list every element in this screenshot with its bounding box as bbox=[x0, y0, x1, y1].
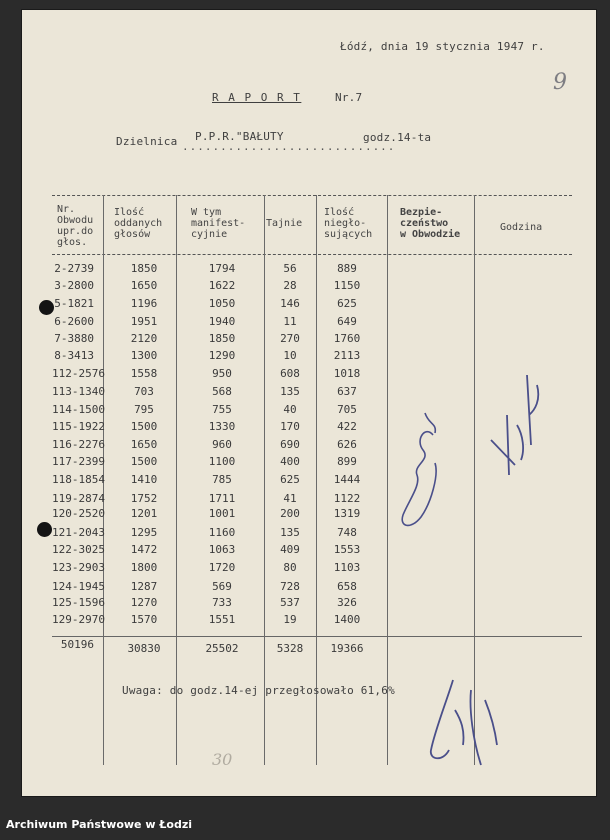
cell-votes-cast: 1300 bbox=[130, 349, 158, 362]
cell-open-votes: 1551 bbox=[208, 613, 236, 626]
punch-hole bbox=[37, 522, 52, 537]
cell-secret: 146 bbox=[280, 297, 300, 310]
column-divider bbox=[264, 195, 265, 765]
cell-non-voting: 1103 bbox=[333, 561, 361, 574]
punch-hole bbox=[39, 300, 54, 315]
column-divider bbox=[176, 195, 177, 765]
cell-votes-cast: 1800 bbox=[130, 561, 158, 574]
cell-secret: 537 bbox=[280, 596, 300, 609]
totals-rule bbox=[52, 636, 582, 637]
total-non-voting: 19366 bbox=[330, 642, 364, 655]
cell-district-no: 129-2970 bbox=[52, 613, 105, 626]
cell-district-no: 125-1596 bbox=[52, 596, 105, 609]
cell-open-votes: 1794 bbox=[208, 262, 236, 275]
cell-non-voting: 1018 bbox=[333, 367, 361, 380]
cell-votes-cast: 1287 bbox=[130, 580, 158, 593]
cell-secret: 135 bbox=[280, 526, 300, 539]
cell-district-no: 5-1821 bbox=[54, 297, 94, 310]
cell-non-voting: 326 bbox=[337, 596, 357, 609]
pencil-mark: 30 bbox=[212, 750, 233, 769]
cell-non-voting: 1319 bbox=[333, 507, 361, 520]
cell-votes-cast: 1570 bbox=[130, 613, 158, 626]
total-votes-cast: 30830 bbox=[127, 642, 161, 655]
cell-votes-cast: 795 bbox=[134, 403, 154, 416]
cell-secret: 200 bbox=[280, 507, 300, 520]
cell-secret: 11 bbox=[283, 315, 297, 328]
cell-district-no: 6-2600 bbox=[54, 315, 94, 328]
cell-non-voting: 626 bbox=[337, 438, 357, 451]
cell-secret: 400 bbox=[280, 455, 300, 468]
cell-votes-cast: 1650 bbox=[130, 279, 158, 292]
cell-votes-cast: 1295 bbox=[130, 526, 158, 539]
cell-open-votes: 1063 bbox=[208, 543, 236, 556]
district-name: P.P.R."BAŁUTY bbox=[195, 130, 284, 143]
cell-non-voting: 1444 bbox=[333, 473, 361, 486]
cell-non-voting: 889 bbox=[337, 262, 357, 275]
cell-secret: 41 bbox=[283, 492, 297, 505]
cell-non-voting: 649 bbox=[337, 315, 357, 328]
cell-open-votes: 1290 bbox=[208, 349, 236, 362]
cell-votes-cast: 1410 bbox=[130, 473, 158, 486]
cell-non-voting: 637 bbox=[337, 385, 357, 398]
cell-district-no: 2-2739 bbox=[54, 262, 94, 275]
cell-open-votes: 950 bbox=[212, 367, 232, 380]
cell-district-no: 121-2043 bbox=[52, 526, 105, 539]
cell-open-votes: 568 bbox=[212, 385, 232, 398]
district-label: Dzielnica bbox=[116, 135, 178, 148]
cell-votes-cast: 1650 bbox=[130, 438, 158, 451]
cell-district-no: 124-1945 bbox=[52, 580, 105, 593]
cell-district-no: 114-1500 bbox=[52, 403, 105, 416]
column-divider bbox=[387, 195, 388, 765]
cell-open-votes: 1711 bbox=[208, 492, 236, 505]
header-bottom-rule bbox=[52, 254, 572, 255]
cell-secret: 80 bbox=[283, 561, 297, 574]
cell-votes-cast: 1500 bbox=[130, 455, 158, 468]
cell-open-votes: 785 bbox=[212, 473, 232, 486]
cell-district-no: 8-3413 bbox=[54, 349, 94, 362]
header-secret: Tajnie bbox=[266, 218, 303, 229]
cell-votes-cast: 1472 bbox=[130, 543, 158, 556]
cell-secret: 28 bbox=[283, 279, 297, 292]
header-non-voting: Ilość niegło- sujących bbox=[324, 207, 373, 240]
cell-non-voting: 1760 bbox=[333, 332, 361, 345]
report-time: godz.14-ta bbox=[363, 131, 432, 144]
cell-district-no: 120-2520 bbox=[52, 507, 105, 520]
cell-secret: 170 bbox=[280, 420, 300, 433]
cell-open-votes: 1050 bbox=[208, 297, 236, 310]
cell-votes-cast: 1500 bbox=[130, 420, 158, 433]
cell-district-no: 115-1922 bbox=[52, 420, 105, 433]
cell-non-voting: 422 bbox=[337, 420, 357, 433]
cell-non-voting: 748 bbox=[337, 526, 357, 539]
cell-district-no: 122-3025 bbox=[52, 543, 105, 556]
cell-non-voting: 899 bbox=[337, 455, 357, 468]
cell-secret: 728 bbox=[280, 580, 300, 593]
cell-secret: 19 bbox=[283, 613, 297, 626]
total-open-votes: 25502 bbox=[205, 642, 239, 655]
cell-open-votes: 733 bbox=[212, 596, 232, 609]
cell-votes-cast: 1850 bbox=[130, 262, 158, 275]
column-divider bbox=[316, 195, 317, 765]
cell-secret: 690 bbox=[280, 438, 300, 451]
cell-votes-cast: 1951 bbox=[130, 315, 158, 328]
cell-non-voting: 1400 bbox=[333, 613, 361, 626]
archive-label: Archiwum Państwowe w Łodzi bbox=[6, 818, 193, 831]
cell-district-no: 7-3880 bbox=[54, 332, 94, 345]
table-top-rule bbox=[52, 195, 572, 196]
signature-time: 14 bbox=[525, 445, 527, 446]
cell-secret: 409 bbox=[280, 543, 300, 556]
cell-open-votes: 960 bbox=[212, 438, 232, 451]
cell-votes-cast: 1558 bbox=[130, 367, 158, 380]
cell-district-no: 112-2576 bbox=[52, 367, 105, 380]
header-open-votes: W tym manifest- cyjnie bbox=[191, 207, 246, 240]
final-signature bbox=[425, 670, 515, 770]
header-hour: Godzina bbox=[500, 222, 543, 233]
cell-district-no: 113-1340 bbox=[52, 385, 105, 398]
cell-open-votes: 1100 bbox=[208, 455, 236, 468]
note-text: Uwaga: do godz.14-ej przegłosowało 61,6% bbox=[122, 684, 395, 697]
cell-open-votes: 1330 bbox=[208, 420, 236, 433]
total-district: 50196 bbox=[60, 638, 94, 651]
cell-secret: 270 bbox=[280, 332, 300, 345]
page-mark: 9 bbox=[553, 70, 567, 95]
signature-security bbox=[395, 405, 455, 545]
cell-votes-cast: 703 bbox=[134, 385, 154, 398]
cell-district-no: 118-1854 bbox=[52, 473, 105, 486]
cell-district-no: 123-2903 bbox=[52, 561, 105, 574]
report-number: Nr.7 bbox=[335, 91, 363, 104]
cell-non-voting: 658 bbox=[337, 580, 357, 593]
total-secret: 5328 bbox=[276, 642, 304, 655]
cell-secret: 135 bbox=[280, 385, 300, 398]
header-votes-cast: Ilość oddanych głosów bbox=[114, 207, 163, 240]
cell-open-votes: 1160 bbox=[208, 526, 236, 539]
cell-non-voting: 1553 bbox=[333, 543, 361, 556]
cell-non-voting: 705 bbox=[337, 403, 357, 416]
cell-votes-cast: 1196 bbox=[130, 297, 158, 310]
cell-votes-cast: 2120 bbox=[130, 332, 158, 345]
cell-open-votes: 1001 bbox=[208, 507, 236, 520]
report-title: R A P O R T bbox=[212, 91, 302, 104]
cell-votes-cast: 1270 bbox=[130, 596, 158, 609]
cell-open-votes: 569 bbox=[212, 580, 232, 593]
cell-open-votes: 1850 bbox=[208, 332, 236, 345]
cell-open-votes: 1622 bbox=[208, 279, 236, 292]
cell-open-votes: 1940 bbox=[208, 315, 236, 328]
cell-open-votes: 1720 bbox=[208, 561, 236, 574]
cell-district-no: 117-2399 bbox=[52, 455, 105, 468]
cell-non-voting: 1150 bbox=[333, 279, 361, 292]
header-security: Bezpie- czeństwo w Obwodzie bbox=[400, 207, 461, 240]
cell-secret: 40 bbox=[283, 403, 297, 416]
cell-votes-cast: 1752 bbox=[130, 492, 158, 505]
cell-non-voting: 625 bbox=[337, 297, 357, 310]
cell-secret: 608 bbox=[280, 367, 300, 380]
cell-open-votes: 755 bbox=[212, 403, 232, 416]
cell-non-voting: 1122 bbox=[333, 492, 361, 505]
cell-secret: 10 bbox=[283, 349, 297, 362]
cell-district-no: 119-2874 bbox=[52, 492, 105, 505]
cell-non-voting: 2113 bbox=[333, 349, 361, 362]
cell-secret: 625 bbox=[280, 473, 300, 486]
dotted-line: ............................ bbox=[182, 140, 396, 153]
cell-district-no: 116-2276 bbox=[52, 438, 105, 451]
cell-votes-cast: 1201 bbox=[130, 507, 158, 520]
date-line: Łódź, dnia 19 stycznia 1947 r. bbox=[340, 40, 545, 53]
cell-district-no: 3-2800 bbox=[54, 279, 94, 292]
cell-secret: 56 bbox=[283, 262, 297, 275]
header-district-no: Nr. Obwodu upr.do głos. bbox=[57, 204, 94, 248]
signature-hour bbox=[485, 355, 545, 485]
